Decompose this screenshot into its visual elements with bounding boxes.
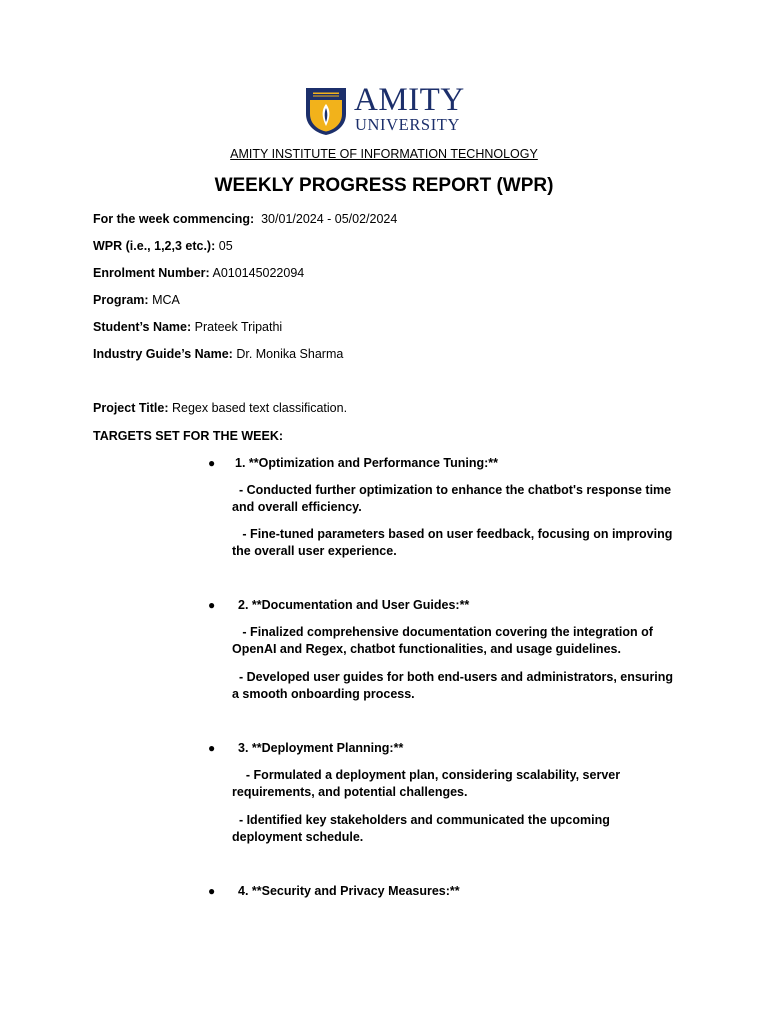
logo-word-amity: AMITY [354,82,465,118]
field-week [93,212,397,227]
targets-heading: TARGETS SET FOR THE WEEK: [93,429,284,443]
report-title: WEEKLY PROGRESS REPORT (WPR) [214,175,554,196]
target-item-detail: - Fine-tuned parameters based on user feedback, focusing on improving the overall user experience. [232,527,676,558]
bullet-icon: ● [208,456,216,470]
target-item-detail: - Formulated a deployment plan, considering scalability, server requirements, and potential challenges. [232,768,624,799]
field-week-value: 30/01/2024 - 05/02/2024 [261,212,398,226]
field-wpr [93,239,233,254]
field-guide [93,347,343,362]
target-item-detail: - Identified key stakeholders and communicated the upcoming deployment schedule. [232,813,614,844]
target-item-title: 2. **Documentation and User Guides:** [238,598,470,612]
field-student [93,320,282,335]
bullet-icon: ● [208,598,216,612]
field-guide-label: Industry Guide’s Name: [93,347,233,361]
target-item-detail: - Conducted further optimization to enhance the chatbot's response time and overall efficiency. [232,483,675,514]
target-item-detail: - Finalized comprehensive documentation covering the integration of OpenAI and Regex, chatbot functionalities, and usage guidelines. [232,625,657,656]
field-program [93,293,180,308]
field-guide-value: Dr. Monika Sharma [236,347,344,361]
university-crest-icon [304,86,348,136]
amity-university-logo [304,82,465,138]
field-enrolment [93,266,304,281]
field-wpr-label: WPR (i.e., 1,2,3 etc.): [93,239,216,253]
field-enrolment-label: Enrolment Number: [93,266,210,280]
logo-word-university: UNIVERSITY [355,115,460,134]
field-student-value: Prateek Tripathi [194,320,283,334]
target-item-title: 4. **Security and Privacy Measures:** [238,884,460,898]
field-enrolment-value: A010145022094 [212,266,305,280]
field-program-value: MCA [152,293,180,307]
bullet-icon: ● [208,741,216,755]
bullet-icon: ● [208,884,216,898]
target-item-detail: - Developed user guides for both end-users and administrators, ensuring a smooth onboarding process. [232,670,677,701]
field-project-label: Project Title: [93,401,169,415]
field-program-label: Program: [93,293,149,307]
field-project [93,401,347,416]
field-project-value: Regex based text classification. [171,401,348,415]
field-wpr-value: 05 [218,239,233,253]
target-item-title: 3. **Deployment Planning:** [238,741,404,755]
field-student-label: Student’s Name: [93,320,192,334]
institute-name: AMITY INSTITUTE OF INFORMATION TECHNOLOGY [230,147,538,161]
field-week-label: For the week commencing: [93,212,255,226]
target-item-title: 1. **Optimization and Performance Tuning:** [235,456,498,470]
